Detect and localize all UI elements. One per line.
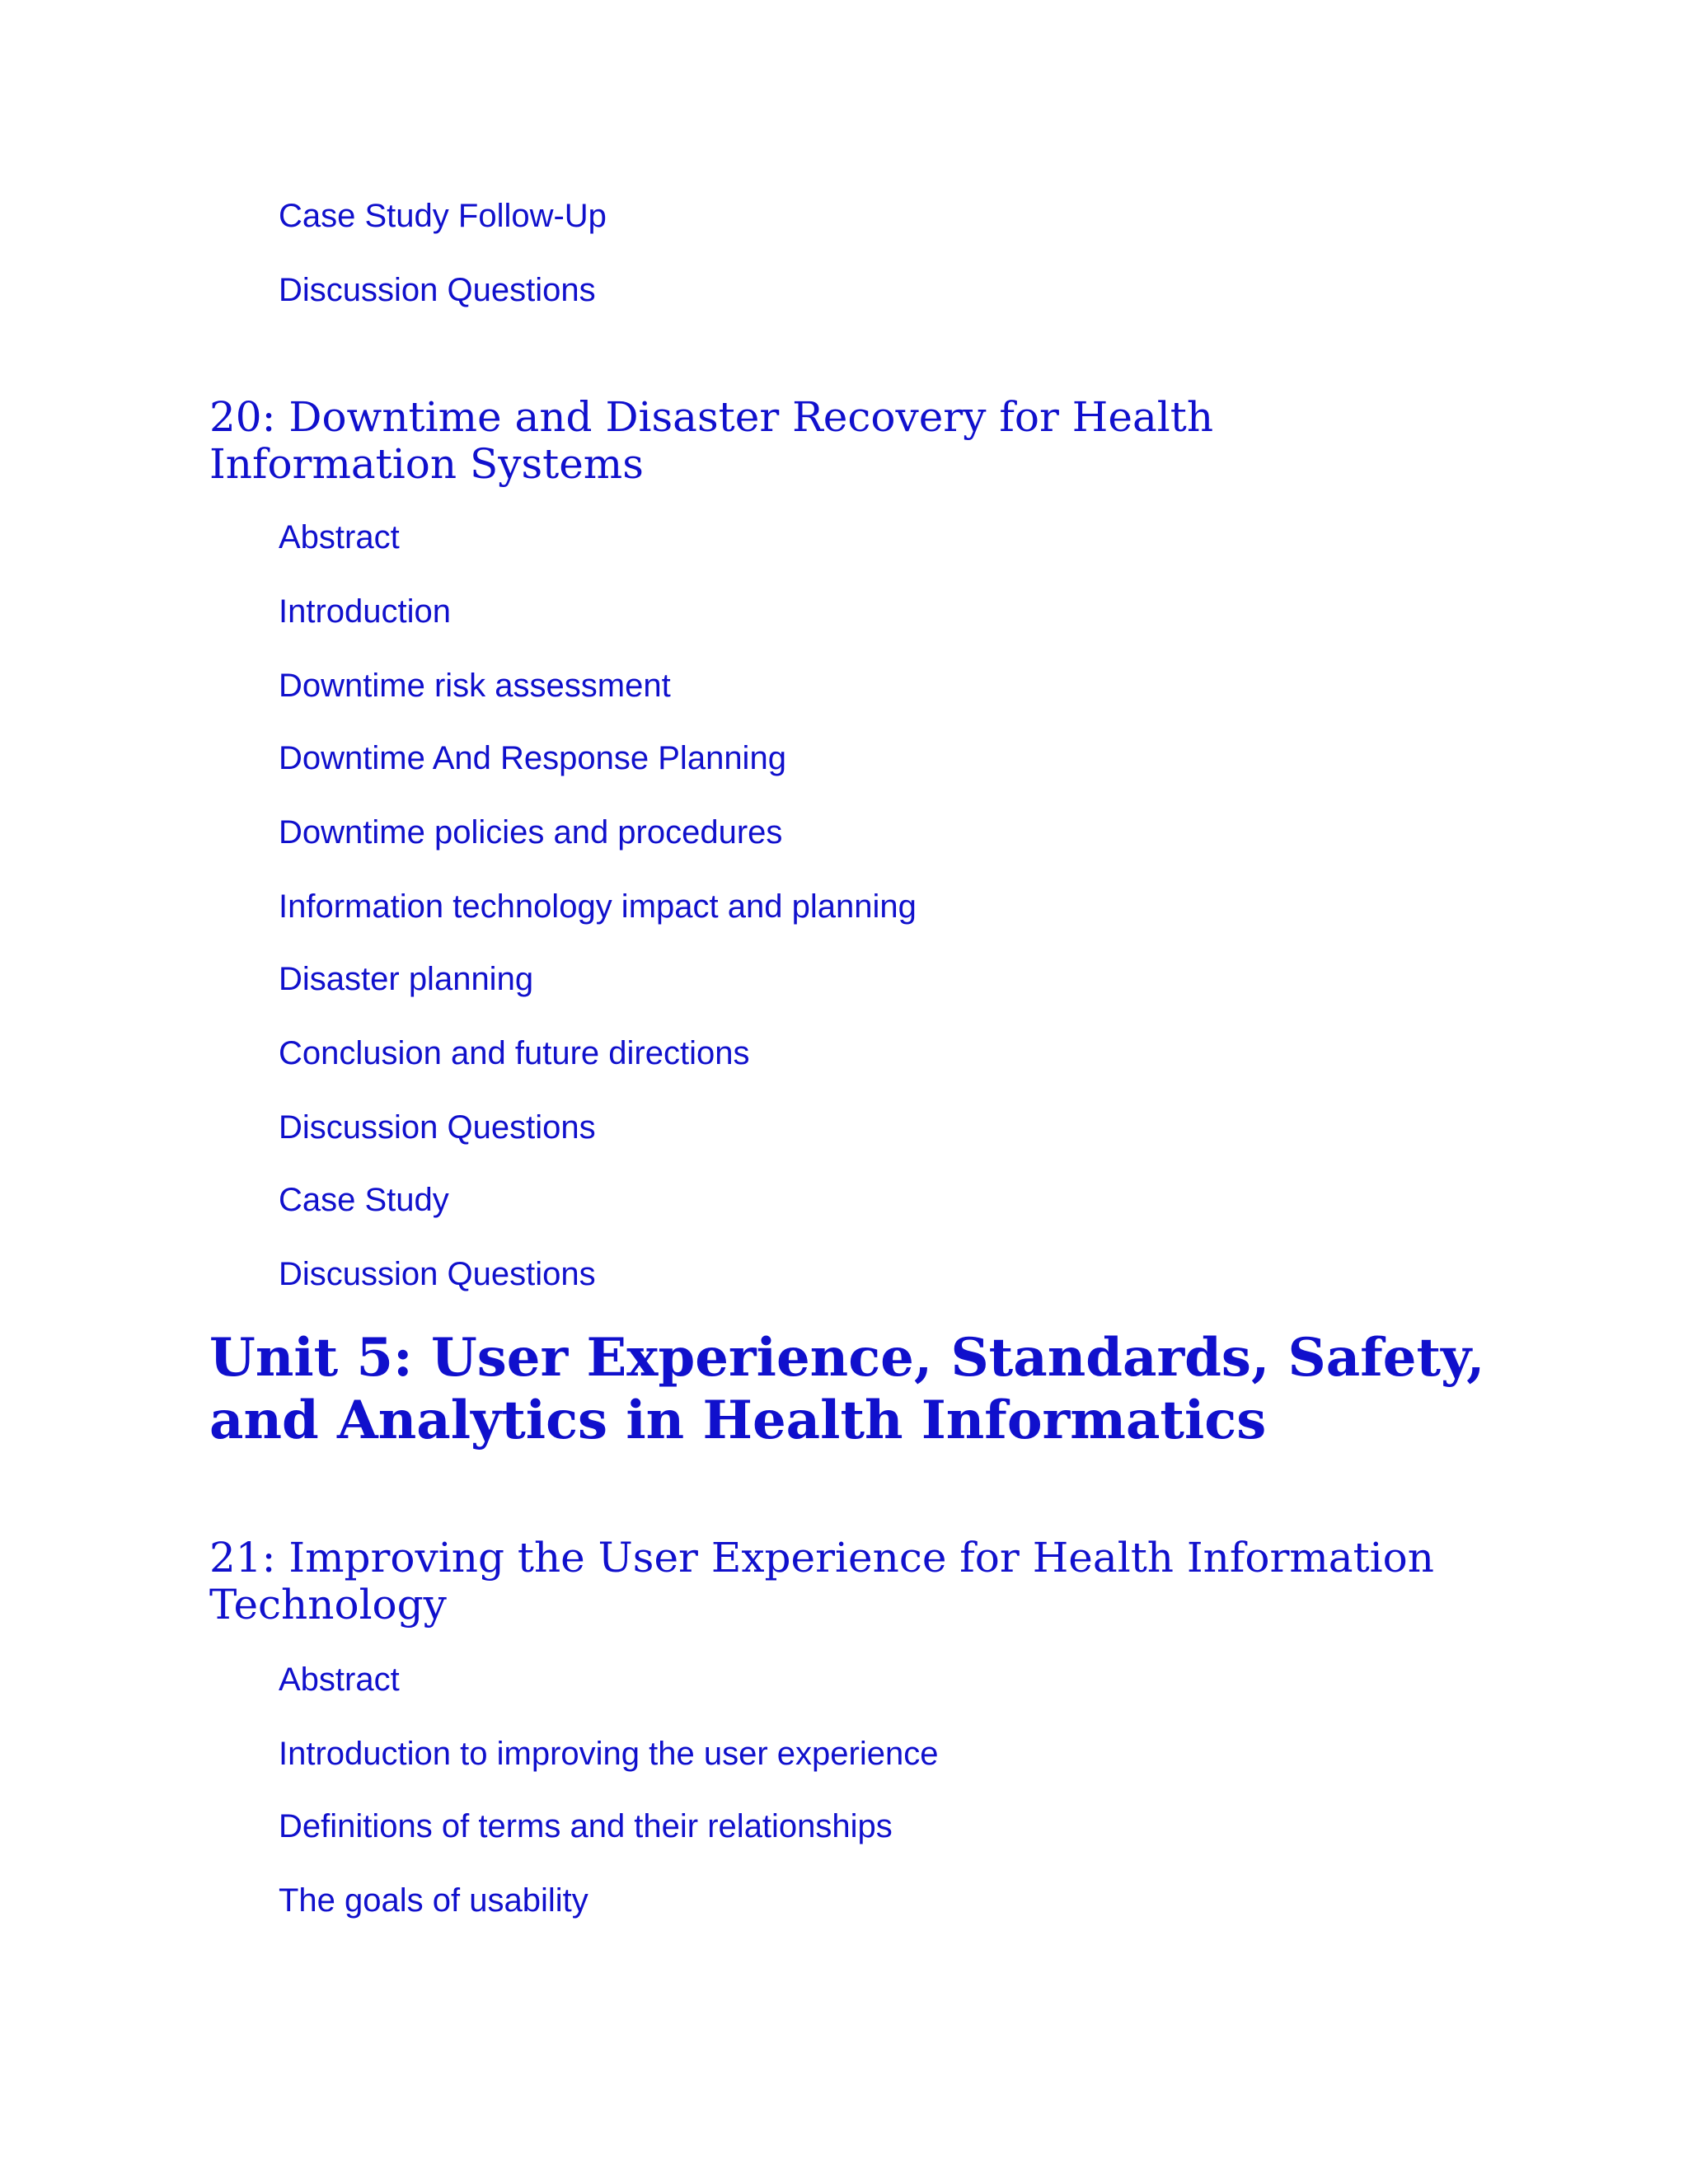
toc-link-ch21-abstract[interactable]: Abstract xyxy=(279,1661,400,1698)
chapter-20-title[interactable]: 20: Downtime and Disaster Recovery for Health Information Systems xyxy=(209,393,1214,488)
toc-link-ch20-case-discussion-questions[interactable]: Discussion Questions xyxy=(279,1256,596,1292)
toc-link-ch20-introduction[interactable]: Introduction xyxy=(279,593,452,630)
toc-link-ch20-disaster-planning[interactable]: Disaster planning xyxy=(279,961,534,997)
unit-5-title[interactable]: Unit 5: User Experience, Standards, Safety, and Analytics in Health Informatics xyxy=(209,1327,1485,1451)
toc-link-ch20-abstract[interactable]: Abstract xyxy=(279,519,400,555)
toc-link-ch20-it-impact-planning[interactable]: Information technology impact and planning xyxy=(279,888,917,925)
toc-link-ch20-case-study[interactable]: Case Study xyxy=(279,1182,449,1218)
toc-link-ch20-downtime-response-planning[interactable]: Downtime And Response Planning xyxy=(279,740,786,776)
toc-link-ch21-definitions[interactable]: Definitions of terms and their relationships xyxy=(279,1808,893,1844)
toc-link-ch21-goals-of-usability[interactable]: The goals of usability xyxy=(279,1882,588,1919)
toc-link-ch20-downtime-policies[interactable]: Downtime policies and procedures xyxy=(279,814,783,851)
toc-link-ch21-introduction[interactable]: Introduction to improving the user experience xyxy=(279,1736,939,1772)
toc-link-ch20-discussion-questions[interactable]: Discussion Questions xyxy=(279,1109,596,1146)
toc-link-ch20-downtime-risk-assessment[interactable]: Downtime risk assessment xyxy=(279,668,671,704)
toc-link-discussion-questions[interactable]: Discussion Questions xyxy=(279,272,596,308)
chapter-21-title[interactable]: 21: Improving the User Experience for Health Information Technology xyxy=(209,1534,1434,1629)
toc-link-case-study-follow-up[interactable]: Case Study Follow-Up xyxy=(279,198,607,234)
toc-link-ch20-conclusion[interactable]: Conclusion and future directions xyxy=(279,1035,750,1071)
